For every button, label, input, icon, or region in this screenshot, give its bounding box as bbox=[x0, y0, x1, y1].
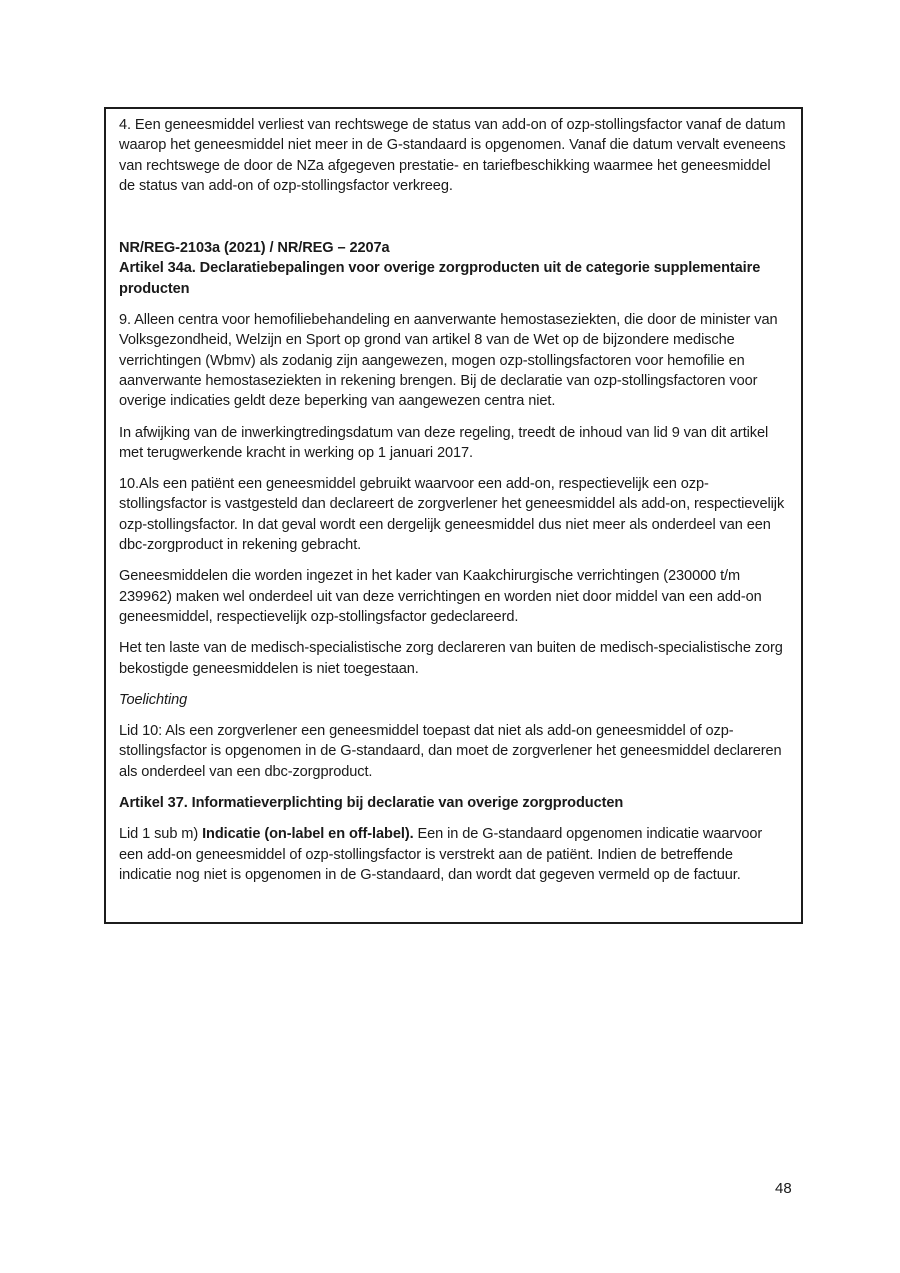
regulation-text-box bbox=[104, 107, 803, 924]
page-number: 48 bbox=[775, 1180, 792, 1197]
paragraph-afwijking: In afwijking van de inwerkingtredingsdatum van deze regeling, treedt de inhoud van lid 9 van dit artikel met terugwerkende kracht in werking op 1 januari 2017. bbox=[119, 424, 769, 461]
artikel-37-heading: Artikel 37. Informatieverplichting bij declaratie van overige zorgproducten bbox=[119, 795, 624, 812]
lid1-rest: Een in de G-standaard opgenomen indicatie waarvoor een add-on geneesmiddel of ozp-stollingsfactor is verstrekt aan de patiënt. Indien de betreffende indicatie nog niet is opgenomen in de G-standaard, dan wordt dat gegeven vermeld op de factuur. bbox=[119, 826, 763, 883]
toelichting-label: Toelichting bbox=[119, 691, 188, 708]
paragraph-kaakchirurgie: Geneesmiddelen die worden ingezet in het kader van Kaakchirurgische verrichtingen (230000 t/m 239962) maken wel onderdeel uit van deze verrichtingen en worden niet door middel van een add-on geneesmiddel, respectievelijk ozp-stollingsfactor gedeclareerd. bbox=[119, 568, 762, 625]
lid1-indicatie-bold: Indicatie (on-label en off-label). bbox=[202, 826, 414, 843]
lid1-prefix: Lid 1 sub m) bbox=[119, 826, 203, 843]
paragraph-lid10: Lid 10: Als een zorgverlener een geneesmiddel toepast dat niet als add-on geneesmiddel of ozp-stollingsfactor is opgenomen in de G-standaard, dan moet de zorgverlener het geneesmiddel declareren als onderdeel van een dbc-zorgproduct. bbox=[119, 723, 782, 780]
paragraph-9: 9. Alleen centra voor hemofiliebehandeling en aanverwante hemostaseziekten, die door de minister van Volksgezondheid, Welzijn en Sport op grond van artikel 8 van de Wet op de bijzondere medische verrichtingen (Wbmv) als zodanig zijn aangewezen, mogen ozp-stollingsfactoren voor hemofilie en aanverwante hemostaseziekten in rekening brengen. Bij de declaratie van ozp-stollingsfactoren voor overige indicaties geldt deze beperking van aangewezen centra niet. bbox=[119, 312, 778, 410]
paragraph-4: 4. Een geneesmiddel verliest van rechtswege de status van add-on of ozp-stollingsfactor vanaf de datum waarop het geneesmiddel niet meer in de G-standaard is opgenomen. Vanaf die datum vervalt eveneens van rechtswege de door de NZa afgegeven prestatie- en tariefbeschikking waarmee het geneesmiddel de status van add-on of ozp-stollingsfactor verkreeg. bbox=[119, 117, 786, 194]
paragraph-tenlaste: Het ten laste van de medisch-specialistische zorg declareren van buiten de medisch-specialistische zorg bekostigde geneesmiddelen is niet toegestaan. bbox=[119, 640, 783, 677]
regulation-reference-header: NR/REG-2103a (2021) / NR/REG – 2207a bbox=[119, 240, 390, 257]
artikel-34a-heading: Artikel 34a. Declaratiebepalingen voor overige zorgproducten uit de categorie supplementaire producten bbox=[119, 260, 761, 297]
paragraph-lid1-sub-m bbox=[119, 824, 787, 885]
paragraph-10: 10.Als een patiënt een geneesmiddel gebruikt waarvoor een add-on, respectievelijk een ozp-stollingsfactor is vastgesteld dan declareert de zorgverlener het geneesmiddel als add-on, respectievelijk ozp-stollingsfactor. In dat geval wordt een dergelijk geneesmiddel dus niet meer als onderdeel van een dbc-zorgproduct in rekening gebracht. bbox=[119, 476, 785, 554]
